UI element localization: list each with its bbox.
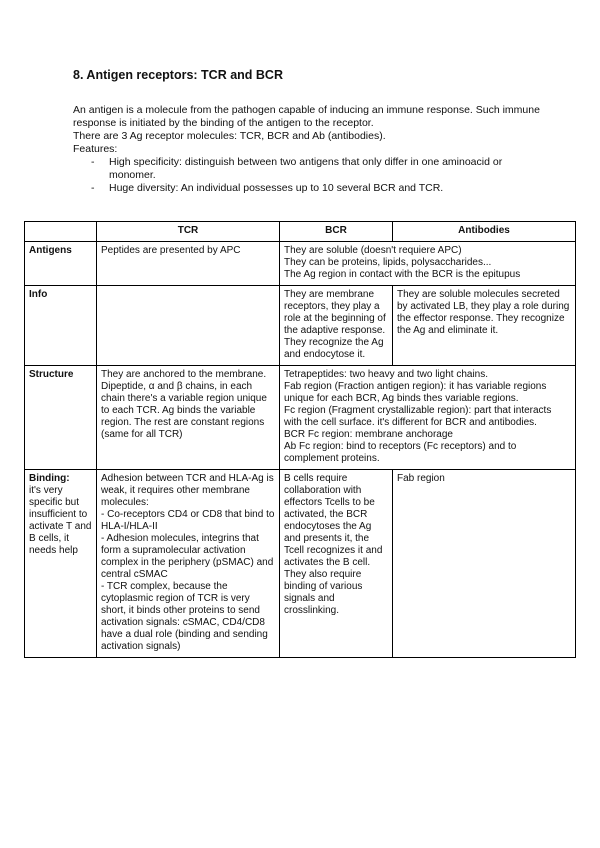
cell-line: - Co-receptors CD4 or CD8 that bind to HLA-I/HLA-II	[101, 509, 275, 532]
cell-line: - TCR complex, because the cytoplasmic region of TCR is very short, it binds other proteins to send activation signals: cSMAC, CD4/CD8 have a dual role (binding and sending activation signals)	[101, 581, 268, 652]
cell-info-bcr: They are membrane receptors, they play a role at the beginning of the adaptive response. They recognize the Ag and endocytose it.	[280, 286, 393, 366]
cell-line: They also require binding of various signals and crosslinking.	[284, 569, 363, 616]
intro-paragraph: There are 3 Ag receptor molecules: TCR, BCR and Ab (antibodies).	[73, 130, 386, 142]
table-row-info	[25, 286, 576, 366]
cell-binding-bcr	[280, 470, 393, 658]
table-header-row	[25, 222, 576, 242]
cell-antigens-bcr-ab	[280, 242, 576, 286]
bullet-dash: -	[91, 182, 95, 194]
row-label-binding-title: Binding:	[29, 473, 70, 484]
header-cell-empty	[25, 222, 97, 242]
section-title: 8. Antigen receptors: TCR and BCR	[73, 68, 283, 82]
cell-structure-bcr-ab	[280, 366, 576, 470]
row-label-binding	[25, 470, 97, 658]
cell-line: The Ag region in contact with the BCR is the epitupus	[284, 269, 521, 280]
list-item	[73, 156, 543, 182]
list-item-text: Huge diversity: An individual possesses up to 10 several BCR and TCR.	[109, 182, 444, 194]
cell-line: Ab Fc region: bind to receptors (Fc receptors) and to complement proteins.	[284, 441, 517, 464]
header-cell-bcr: BCR	[280, 222, 393, 242]
cell-line: BCR Fc region: membrane anchorage	[284, 429, 453, 440]
cell-info-antibodies: They are soluble molecules secreted by activated LB, they play a role during the effector response. They recognize the Ag and eliminate it.	[393, 286, 576, 366]
cell-line: Tetrapeptides: two heavy and two light chains.	[284, 369, 489, 380]
cell-line: They are anchored to the membrane.	[101, 369, 267, 380]
cell-line: Fab region (Fraction antigen region): it has variable regions unique for each BCR, Ag binds thes variable regions.	[284, 381, 547, 404]
bullet-dash: -	[91, 156, 95, 168]
cell-structure-tcr	[97, 366, 280, 470]
cell-line: They can be proteins, lipids, polysaccharides...	[284, 257, 492, 268]
list-item-text: High specificity: distinguish between two antigens that only differ in one aminoacid or monomer.	[109, 156, 503, 181]
comparison-table	[24, 221, 576, 658]
intro-paragraph: An antigen is a molecule from the pathogen capable of inducing an immune response. Such immune response is initiated by the binding of the antigen to the receptor.	[73, 104, 540, 129]
cell-line: Dipeptide, α and β chains, in each chain there's a variable region unique to each TCR. Ag binds the variable region. The rest are constant regions (same for all TCR)	[101, 381, 267, 440]
cell-line: They are soluble (doesn't requiere APC)	[284, 245, 462, 256]
cell-antigens-tcr: Peptides are presented by APC	[97, 242, 280, 286]
row-label-antigens: Antigens	[25, 242, 97, 286]
header-cell-antibodies: Antibodies	[393, 222, 576, 242]
row-label-structure: Structure	[25, 366, 97, 470]
table-row-binding	[25, 470, 576, 658]
row-label-info: Info	[25, 286, 97, 366]
list-item	[73, 182, 543, 195]
table-row-antigens	[25, 242, 576, 286]
cell-binding-tcr	[97, 470, 280, 658]
cell-binding-antibodies: Fab region	[393, 470, 576, 658]
table-row-structure	[25, 366, 576, 470]
features-list	[73, 156, 543, 195]
intro-paragraph: Features:	[73, 143, 118, 155]
cell-line: Fc region (Fragment crystallizable region): part that interacts with the cell surface. it's different for BCR and antibodies.	[284, 405, 552, 428]
cell-line: - Adhesion molecules, integrins that form a supramolecular activation complex in the periphery (pSMAC) and central cSMAC	[101, 533, 274, 580]
intro-text	[73, 104, 543, 195]
header-cell-tcr: TCR	[97, 222, 280, 242]
row-label-binding-note: it's very specific but insufficient to activate T and B cells, it needs help	[29, 485, 92, 556]
cell-info-tcr	[97, 286, 280, 366]
cell-line: B cells require collaboration with effectors Tcells to be activated, the BCR endocytoses the Ag and presents it, the Tcell recognizes it and activates the B cell.	[284, 473, 383, 568]
cell-line: Adhesion between TCR and HLA-Ag is weak, it requires other membrane molecules:	[101, 473, 274, 508]
